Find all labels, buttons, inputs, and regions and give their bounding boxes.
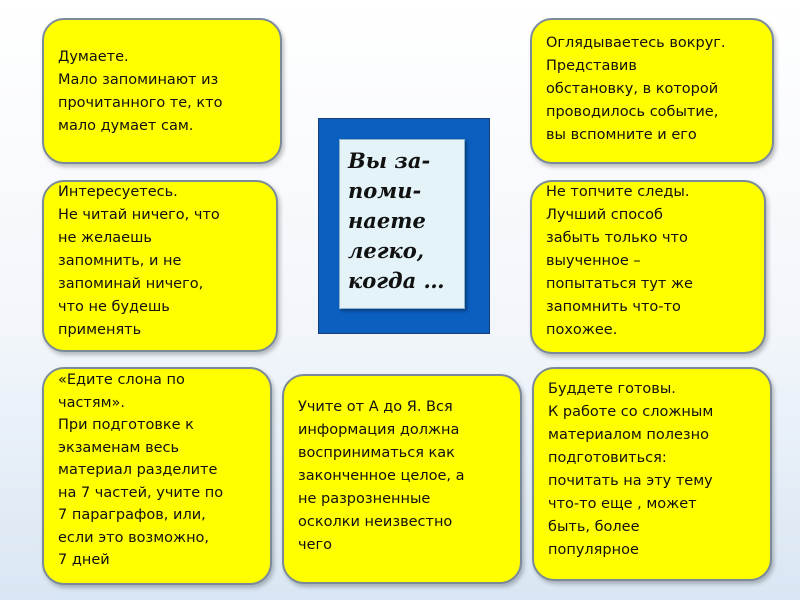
card-ready-text: Буддете готовы. К работе со сложным материалом полезно подготовиться: почитать на эту тему что-то еще , может быть, более популярное [548,381,714,558]
center-frame [318,118,490,334]
card-ready [532,367,772,581]
card-a-to-z-text: Учите от А до Я. Вся информация должна восприниматься как законченное целое, а не разрозненные осколки неизвестно чего [298,399,465,553]
card-tracks-text: Не топчите следы. Лучший способ забыть только что выученное – попытаться тут же запомнить что-то похожее. [546,184,693,338]
card-elephant [42,367,272,585]
card-think-text: Думаете. Мало запоминают из прочитанного те, кто мало думает сам. [58,49,223,134]
card-elephant-text: «Едите слона по частям». При подготовке к экзаменам весь материал разделите на 7 частей, учите по 7 параграфов, или, если это возможно, 7 дней [58,372,224,568]
card-interest [42,180,278,352]
center-box [339,139,465,309]
card-look-around-text: Оглядываетесь вокруг. Представив обстановку, в которой проводилось событие, вы вспомните и его [546,35,726,143]
card-think [42,18,282,164]
center-title: Вы за- поми- наете легко, когда … [348,148,445,293]
card-tracks [530,180,766,354]
card-a-to-z [282,374,522,584]
card-look-around [530,18,774,164]
card-interest-text: Интересуетесь. Не читай ничего, что не желаешь запомнить, и не запоминай ничего, что не будешь применять [58,184,220,338]
